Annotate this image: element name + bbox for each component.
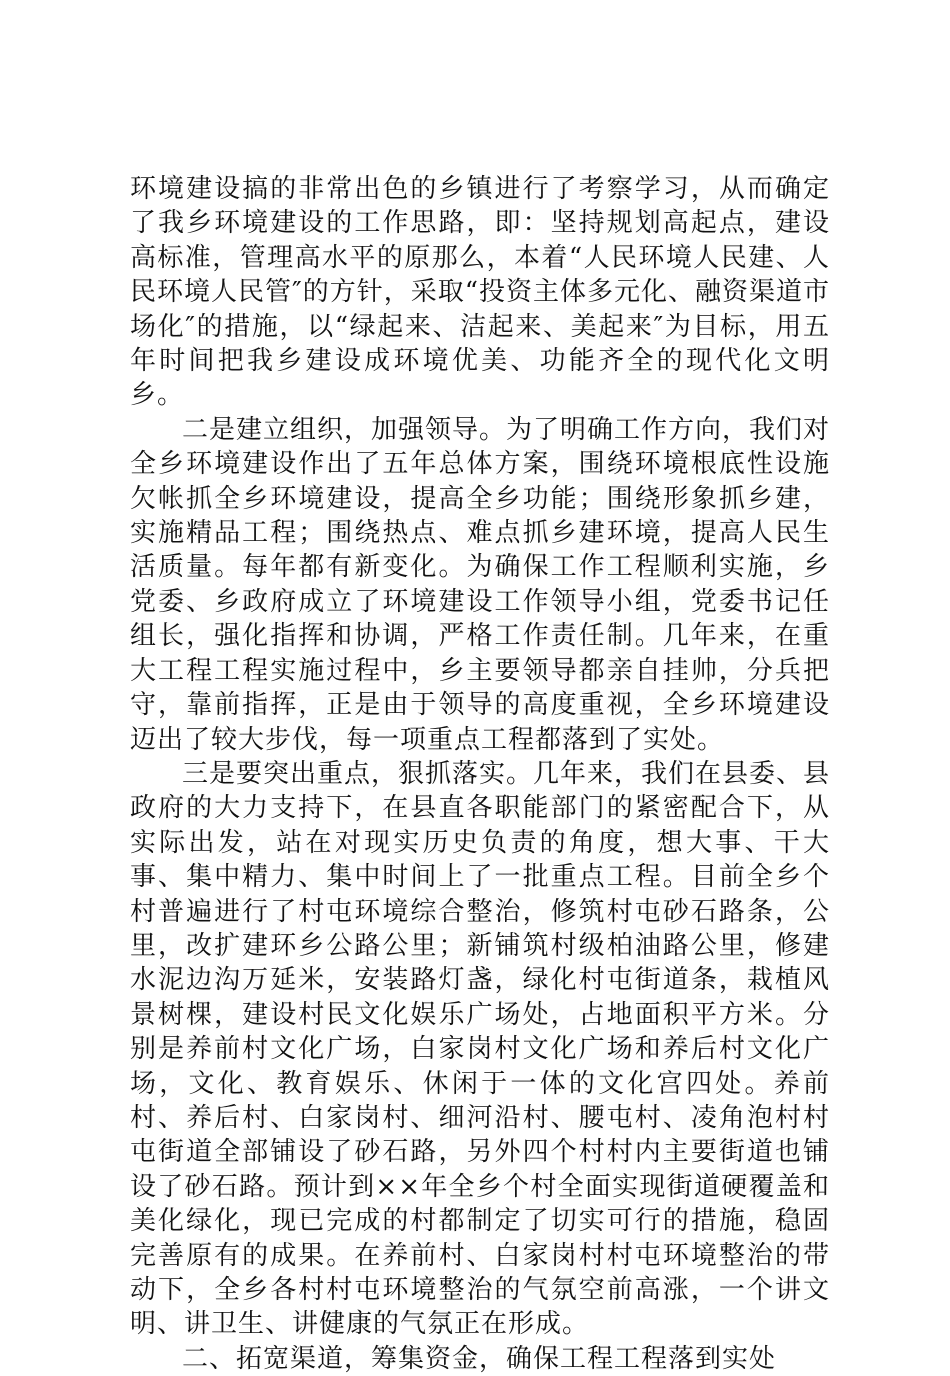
paragraph-organization: 二是建立组织，加强领导。为了明确工作方向，我们对全乡环境建设作出了五年总体方案，围绕环境根底性设施欠帐抓全乡环境建设，提高全乡功能；围绕形象抓乡建，实施精品工程；围绕热点、难点抓乡建环境，提高人民生活质量。每年都有新变化。为确保工作工程顺利实施，乡党委、乡政府成立了环境建设工作领导小组，党委书记任组长，强化指挥和协调，严格工作责任制。几年来，在重大工程工程实施过程中，乡主要领导都亲自挂帅，分兵把守，靠前指挥，正是由于领导的高度重视，全乡环境建设迈出了较大步伐，每一项重点工程都落到了实处。 [130,414,831,755]
document-body [130,172,830,1376]
section-heading: 二、拓宽渠道，筹集资金，确保工程工程落到实处 [182,1343,777,1374]
paragraph-continuation: 环境建设搞的非常出色的乡镇进行了考察学习，从而确定了我乡环境建设的工作思路，即：坚持规划高起点，建设高标准，管理高水平的原那么，本着“人民环境人民建、人民环境人民管″的方针，采取“投资主体多元化、融资渠道市场化″的措施，以“绿起来、洁起来、美起来″为目标，用五年时间把我乡建设成环境优美、功能齐全的现代化文明乡。 [130,174,831,411]
paragraph-key-points: 三是要突出重点，狠抓落实。几年来，我们在县委、县政府的大力支持下，在县直各职能部门的紧密配合下，从实际出发，站在对现实历史负责的角度，想大事、干大事、集中精力、集中时间上了一批重点工程。目前全乡个村普遍进行了村屯环境综合整治，修筑村屯砂石路条，公里，改扩建环乡公路公里；新铺筑村级柏油路公里，修建水泥边沟万延米，安装路灯盏，绿化村屯街道条，栽植风景树棵，建设村民文化娱乐广场处，占地面积平方米。分别是养前村文化广场，白家岗村文化广场和养后村文化广场，文化、教育娱乐、休闲于一体的文化宫四处。养前村、养后村、白家岗村、细河沿村、腰屯村、凌角泡村村屯街道全部铺设了砂石路，另外四个村村内主要街道也铺设了砂石路。预计到××年全乡个村全面实现街道硬覆盖和美化绿化，现已完成的村都制定了切实可行的措施，稳固完善原有的成果。在养前村、白家岗村村屯环境整治的带动下，全乡各村村屯环境整治的气氛空前高涨，一个讲文明、讲卫生、讲健康的气氛正在形成。 [130,758,831,1340]
